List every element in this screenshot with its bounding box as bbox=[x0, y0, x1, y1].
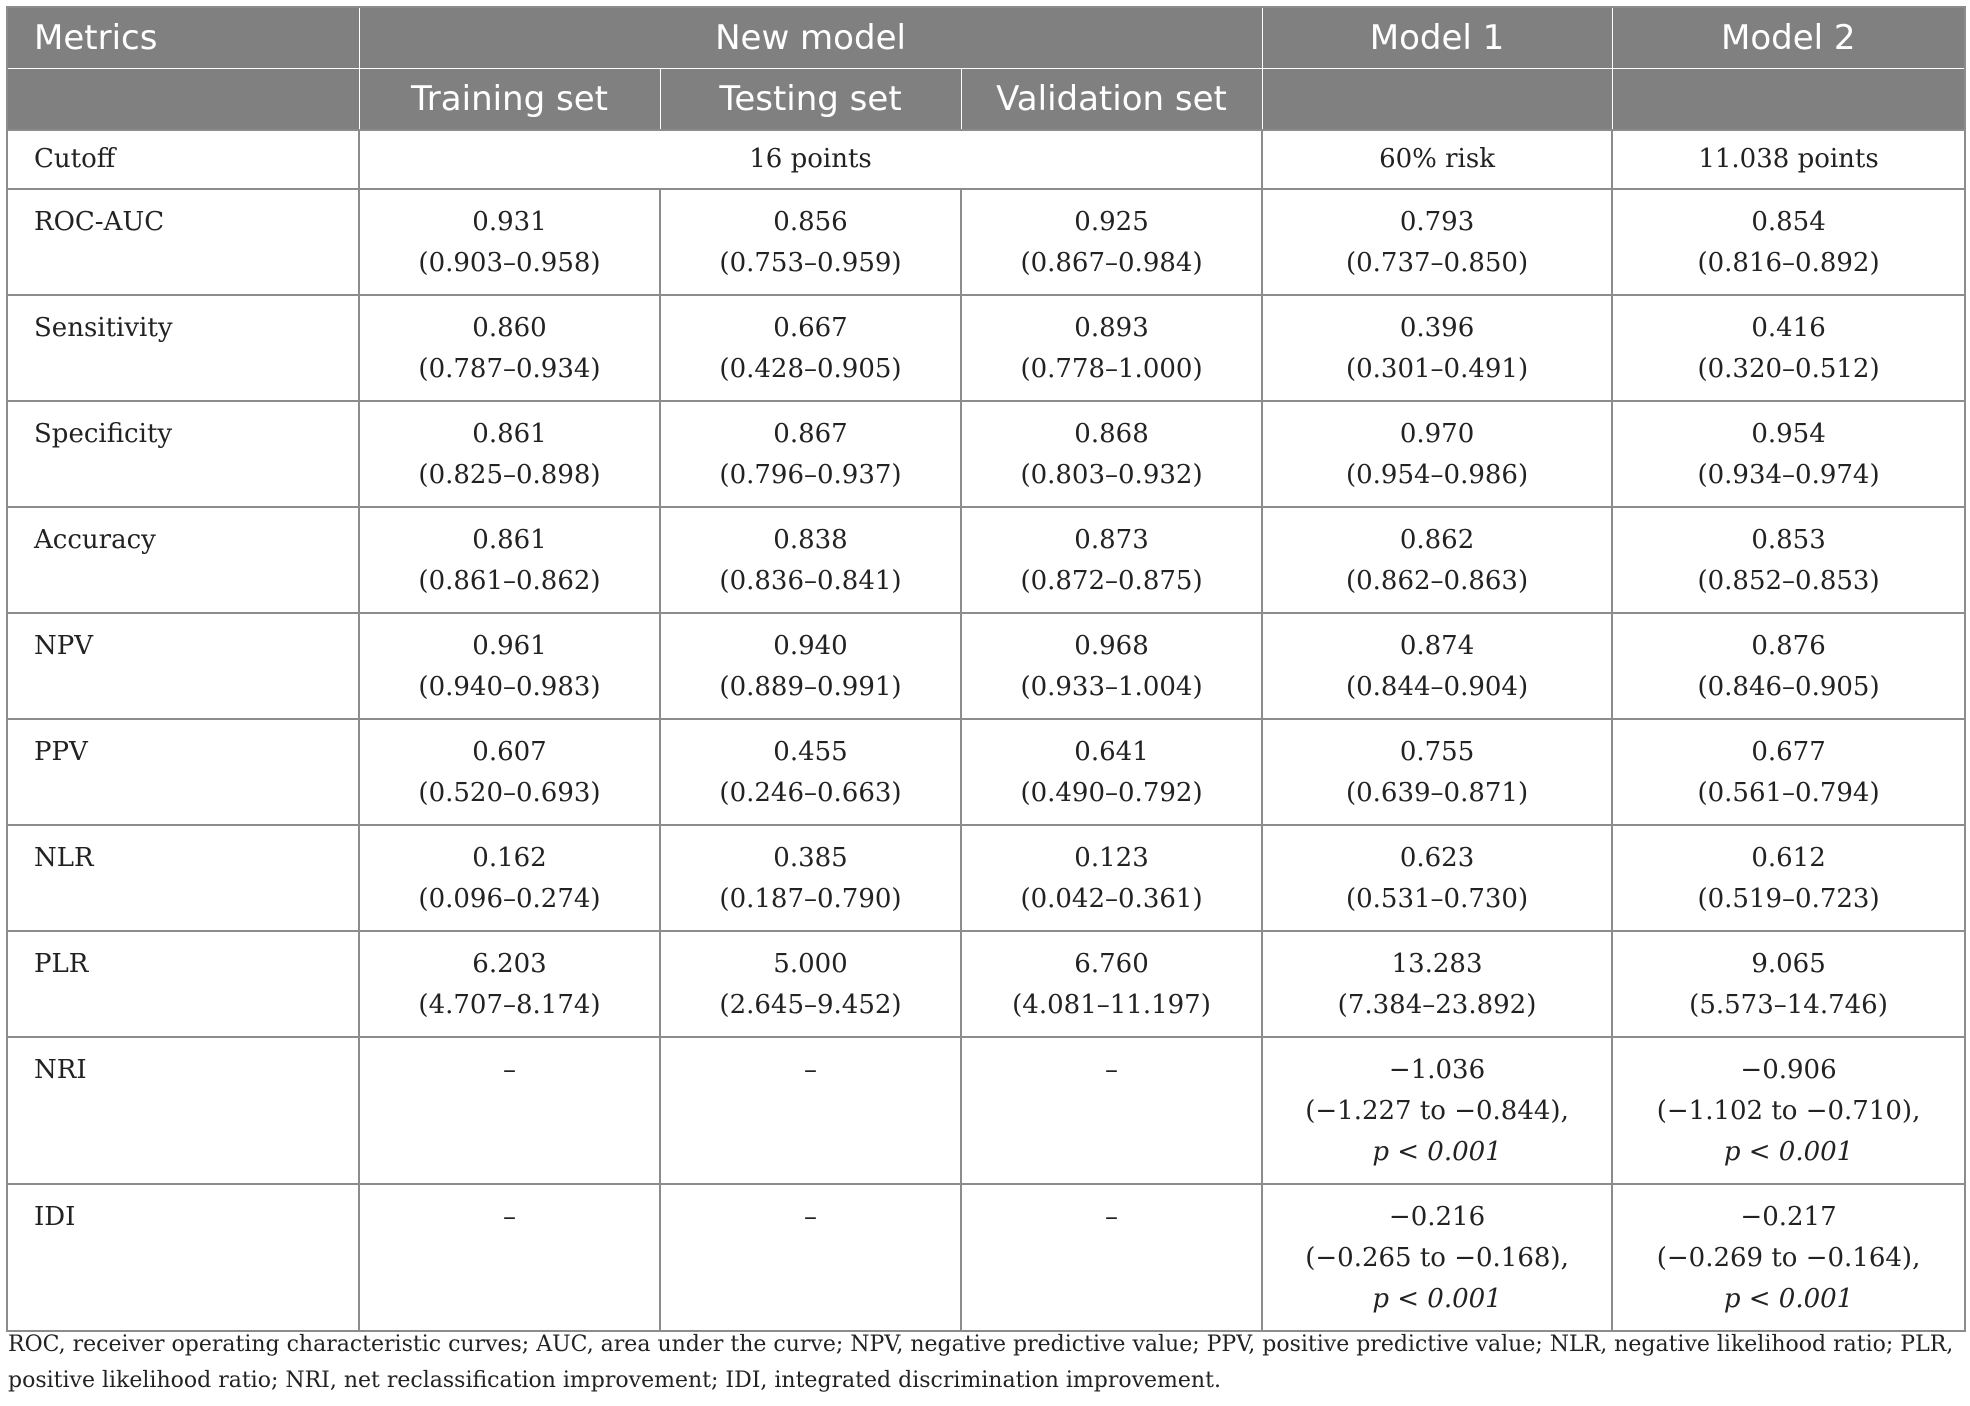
cell-value: 0.876 bbox=[1751, 631, 1826, 661]
cell-value: 0.925 bbox=[1074, 207, 1149, 237]
cell-interval: (0.320–0.512) bbox=[1697, 354, 1880, 384]
header-model-2: Model 2 bbox=[1612, 7, 1965, 69]
cell-value: 0.861 bbox=[472, 419, 547, 449]
cell-idi-validation-set bbox=[961, 1184, 1262, 1331]
cell-plr-model-2 bbox=[1612, 931, 1965, 1037]
cell-sensitivity-training-set bbox=[359, 295, 660, 401]
table-row-nri bbox=[7, 1037, 1965, 1184]
cell-nlr-validation-set bbox=[961, 825, 1262, 931]
cell-value: 0.961 bbox=[472, 631, 547, 661]
cell-value: 0.861 bbox=[472, 525, 547, 555]
cell-value: 0.455 bbox=[773, 737, 848, 767]
table-row-sensitivity bbox=[7, 295, 1965, 401]
header-row-1 bbox=[7, 7, 1965, 69]
cell-value: 0.874 bbox=[1399, 631, 1475, 661]
cutoff-label: Cutoff bbox=[7, 130, 359, 189]
cell-p-value: p < 0.001 bbox=[1372, 1137, 1502, 1167]
cell-npv-validation-set bbox=[961, 613, 1262, 719]
header-testing-set: Testing set bbox=[660, 69, 961, 131]
cell-interval: (0.796–0.937) bbox=[719, 460, 902, 490]
cell-interval: (−1.102 to −0.710), bbox=[1656, 1096, 1921, 1126]
cell-roc-auc-validation-set bbox=[961, 189, 1262, 295]
table-row-npv bbox=[7, 613, 1965, 719]
table-row-roc-auc bbox=[7, 189, 1965, 295]
cell-ppv-training-set bbox=[359, 719, 660, 825]
cell-npv-model-1 bbox=[1262, 613, 1612, 719]
cell-roc-auc-model-1 bbox=[1262, 189, 1612, 295]
cell-interval: (0.934–0.974) bbox=[1697, 460, 1880, 490]
cell-interval: (0.846–0.905) bbox=[1697, 672, 1880, 702]
cell-value: 0.931 bbox=[472, 207, 547, 237]
cell-value: 9.065 bbox=[1751, 949, 1826, 979]
cutoff-model-2: 11.038 points bbox=[1612, 130, 1965, 189]
row-label-plr: PLR bbox=[7, 931, 359, 1037]
cell-interval: (0.301–0.491) bbox=[1345, 354, 1529, 384]
cell-nri-validation-set bbox=[961, 1037, 1262, 1184]
cell-interval: (0.836–0.841) bbox=[719, 566, 902, 596]
cell-roc-auc-model-2 bbox=[1612, 189, 1965, 295]
header-blank-metrics bbox=[7, 69, 359, 131]
cell-roc-auc-training-set bbox=[359, 189, 660, 295]
header-blank-model-1 bbox=[1262, 69, 1612, 131]
header-training-set: Training set bbox=[359, 69, 660, 131]
table-container bbox=[6, 6, 1964, 1332]
cell-value: 0.893 bbox=[1074, 313, 1149, 343]
cell-value: – bbox=[503, 1055, 516, 1085]
cell-sensitivity-validation-set bbox=[961, 295, 1262, 401]
table-row-idi bbox=[7, 1184, 1965, 1331]
cell-value: 0.970 bbox=[1399, 419, 1475, 449]
table-row-ppv bbox=[7, 719, 1965, 825]
header-validation-set: Validation set bbox=[961, 69, 1262, 131]
cell-value: 0.162 bbox=[472, 843, 547, 873]
cell-value: – bbox=[503, 1202, 516, 1232]
cell-interval: (0.561–0.794) bbox=[1697, 778, 1880, 808]
cell-interval: (5.573–14.746) bbox=[1689, 990, 1888, 1020]
row-label-npv: NPV bbox=[7, 613, 359, 719]
table-footnote: ROC, receiver operating characteristic curves; AUC, area under the curve; NPV, negative predictive value; PPV, positive predictive value; NLR, negative likelihood ratio; PLR, positive likelihood ratio; NRI, net reclassification improvement; IDI, integrated discrimination improvement. bbox=[8, 1332, 1954, 1393]
cell-interval: (0.519–0.723) bbox=[1697, 884, 1880, 914]
cell-ppv-model-2 bbox=[1612, 719, 1965, 825]
cell-nlr-model-2 bbox=[1612, 825, 1965, 931]
cell-interval: (−1.227 to −0.844), bbox=[1305, 1096, 1569, 1126]
cell-interval: (0.490–0.792) bbox=[1020, 778, 1203, 808]
row-label-accuracy: Accuracy bbox=[7, 507, 359, 613]
cell-value: 0.954 bbox=[1751, 419, 1826, 449]
cell-value: – bbox=[1105, 1202, 1119, 1232]
cell-interval: (0.861–0.862) bbox=[418, 566, 601, 596]
cell-specificity-model-2 bbox=[1612, 401, 1965, 507]
cell-value: 13.283 bbox=[1391, 949, 1483, 979]
cell-interval: (0.428–0.905) bbox=[719, 354, 902, 384]
cell-accuracy-training-set bbox=[359, 507, 660, 613]
cell-roc-auc-testing-set bbox=[660, 189, 961, 295]
table-body bbox=[7, 130, 1965, 1331]
cutoff-row bbox=[7, 130, 1965, 189]
header-metrics: Metrics bbox=[7, 7, 359, 69]
cell-interval: (0.844–0.904) bbox=[1345, 672, 1529, 702]
cell-value: 0.396 bbox=[1399, 313, 1475, 343]
cell-value: 0.867 bbox=[773, 419, 848, 449]
cell-value: 0.873 bbox=[1074, 525, 1149, 555]
header-blank-model-2 bbox=[1612, 69, 1965, 131]
cell-interval: (0.753–0.959) bbox=[719, 248, 902, 278]
cell-nri-model-1 bbox=[1262, 1037, 1612, 1184]
cutoff-new-model: 16 points bbox=[359, 130, 1262, 189]
cell-value: – bbox=[1105, 1055, 1119, 1085]
cell-interval: (0.737–0.850) bbox=[1345, 248, 1529, 278]
cell-npv-training-set bbox=[359, 613, 660, 719]
cell-value: – bbox=[804, 1202, 817, 1232]
cell-value: 0.385 bbox=[773, 843, 848, 873]
cell-ppv-testing-set bbox=[660, 719, 961, 825]
cell-sensitivity-testing-set bbox=[660, 295, 961, 401]
cell-interval: (0.933–1.004) bbox=[1020, 672, 1203, 702]
row-label-nlr: NLR bbox=[7, 825, 359, 931]
cell-sensitivity-model-2 bbox=[1612, 295, 1965, 401]
cell-value: 0.607 bbox=[472, 737, 547, 767]
cell-sensitivity-model-1 bbox=[1262, 295, 1612, 401]
cell-value: 0.854 bbox=[1751, 207, 1826, 237]
cell-plr-training-set bbox=[359, 931, 660, 1037]
cell-specificity-training-set bbox=[359, 401, 660, 507]
cell-value: 0.123 bbox=[1074, 843, 1149, 873]
cell-interval: (0.246–0.663) bbox=[719, 778, 902, 808]
cell-nlr-training-set bbox=[359, 825, 660, 931]
header-row-2 bbox=[7, 69, 1965, 131]
cell-value: −1.036 bbox=[1388, 1055, 1486, 1085]
cell-interval: (0.862–0.863) bbox=[1345, 566, 1529, 596]
cell-interval: (0.787–0.934) bbox=[418, 354, 601, 384]
cell-interval: (0.803–0.932) bbox=[1020, 460, 1203, 490]
cell-interval: (2.645–9.452) bbox=[719, 990, 902, 1020]
cell-specificity-testing-set bbox=[660, 401, 961, 507]
cell-ppv-validation-set bbox=[961, 719, 1262, 825]
cell-value: 0.623 bbox=[1399, 843, 1475, 873]
cell-npv-model-2 bbox=[1612, 613, 1965, 719]
cell-idi-training-set bbox=[359, 1184, 660, 1331]
cell-interval: (0.042–0.361) bbox=[1020, 884, 1203, 914]
cutoff-model-1: 60% risk bbox=[1262, 130, 1612, 189]
cell-interval: (0.778–1.000) bbox=[1020, 354, 1203, 384]
table-row-accuracy bbox=[7, 507, 1965, 613]
cell-value: – bbox=[804, 1055, 817, 1085]
cell-value: 0.838 bbox=[773, 525, 848, 555]
cell-value: 0.755 bbox=[1399, 737, 1475, 767]
cell-interval: (0.867–0.984) bbox=[1020, 248, 1203, 278]
cell-interval: (0.816–0.892) bbox=[1697, 248, 1880, 278]
cell-interval: (0.187–0.790) bbox=[719, 884, 902, 914]
cell-interval: (−0.265 to −0.168), bbox=[1305, 1243, 1569, 1273]
header-model-1: Model 1 bbox=[1262, 7, 1612, 69]
cell-specificity-validation-set bbox=[961, 401, 1262, 507]
cell-npv-testing-set bbox=[660, 613, 961, 719]
cell-interval: (0.872–0.875) bbox=[1020, 566, 1203, 596]
cell-value: 0.853 bbox=[1751, 525, 1826, 555]
cell-value: 0.862 bbox=[1399, 525, 1475, 555]
cell-plr-model-1 bbox=[1262, 931, 1612, 1037]
cell-interval: (0.852–0.853) bbox=[1697, 566, 1880, 596]
cell-nri-training-set bbox=[359, 1037, 660, 1184]
cell-idi-model-2 bbox=[1612, 1184, 1965, 1331]
cell-specificity-model-1 bbox=[1262, 401, 1612, 507]
cell-p-value: p < 0.001 bbox=[1723, 1284, 1854, 1314]
cell-value: 6.760 bbox=[1074, 949, 1149, 979]
table-row-specificity bbox=[7, 401, 1965, 507]
cell-value: 0.793 bbox=[1399, 207, 1475, 237]
row-label-roc-auc: ROC-AUC bbox=[7, 189, 359, 295]
cell-interval: (0.520–0.693) bbox=[418, 778, 601, 808]
cell-value: 0.641 bbox=[1074, 737, 1149, 767]
cell-accuracy-model-2 bbox=[1612, 507, 1965, 613]
cell-nri-model-2 bbox=[1612, 1037, 1965, 1184]
cell-value: 0.677 bbox=[1751, 737, 1826, 767]
cell-nlr-model-1 bbox=[1262, 825, 1612, 931]
table-row-plr bbox=[7, 931, 1965, 1037]
cell-plr-validation-set bbox=[961, 931, 1262, 1037]
cell-interval: (−0.269 to −0.164), bbox=[1656, 1243, 1921, 1273]
cell-interval: (0.825–0.898) bbox=[418, 460, 601, 490]
header-new-model: New model bbox=[359, 7, 1262, 69]
cell-idi-testing-set bbox=[660, 1184, 961, 1331]
cell-nlr-testing-set bbox=[660, 825, 961, 931]
cell-value: 0.612 bbox=[1751, 843, 1826, 873]
cell-value: 0.860 bbox=[472, 313, 547, 343]
row-label-sensitivity: Sensitivity bbox=[7, 295, 359, 401]
cell-interval: (0.639–0.871) bbox=[1345, 778, 1529, 808]
row-label-idi: IDI bbox=[7, 1184, 359, 1331]
cell-accuracy-testing-set bbox=[660, 507, 961, 613]
cell-value: 0.940 bbox=[773, 631, 848, 661]
cell-accuracy-validation-set bbox=[961, 507, 1262, 613]
cell-interval: (0.096–0.274) bbox=[418, 884, 601, 914]
cell-value: 0.416 bbox=[1751, 313, 1826, 343]
cell-value: 0.968 bbox=[1074, 631, 1149, 661]
cell-p-value: p < 0.001 bbox=[1372, 1284, 1502, 1314]
metrics-table bbox=[6, 6, 1966, 1332]
cell-interval: (4.707–8.174) bbox=[418, 990, 601, 1020]
cell-interval: (0.954–0.986) bbox=[1345, 460, 1529, 490]
cell-ppv-model-1 bbox=[1262, 719, 1612, 825]
table-header bbox=[7, 7, 1965, 130]
cell-value: 0.868 bbox=[1074, 419, 1149, 449]
cell-value: 0.856 bbox=[773, 207, 848, 237]
cell-value: 6.203 bbox=[472, 949, 547, 979]
cell-plr-testing-set bbox=[660, 931, 961, 1037]
cell-interval: (7.384–23.892) bbox=[1337, 990, 1537, 1020]
cell-idi-model-1 bbox=[1262, 1184, 1612, 1331]
cell-p-value: p < 0.001 bbox=[1723, 1137, 1854, 1167]
cell-interval: (0.903–0.958) bbox=[418, 248, 601, 278]
cell-value: −0.906 bbox=[1740, 1055, 1837, 1085]
cell-value: −0.216 bbox=[1388, 1202, 1486, 1232]
cell-interval: (0.889–0.991) bbox=[719, 672, 902, 702]
cell-nri-testing-set bbox=[660, 1037, 961, 1184]
cell-value: 0.667 bbox=[773, 313, 848, 343]
row-label-specificity: Specificity bbox=[7, 401, 359, 507]
cell-interval: (0.940–0.983) bbox=[418, 672, 601, 702]
cell-interval: (4.081–11.197) bbox=[1012, 990, 1211, 1020]
table-row-nlr bbox=[7, 825, 1965, 931]
row-label-ppv: PPV bbox=[7, 719, 359, 825]
row-label-nri: NRI bbox=[7, 1037, 359, 1184]
cell-interval: (0.531–0.730) bbox=[1345, 884, 1529, 914]
cell-accuracy-model-1 bbox=[1262, 507, 1612, 613]
cell-value: −0.217 bbox=[1740, 1202, 1837, 1232]
cell-value: 5.000 bbox=[773, 949, 848, 979]
